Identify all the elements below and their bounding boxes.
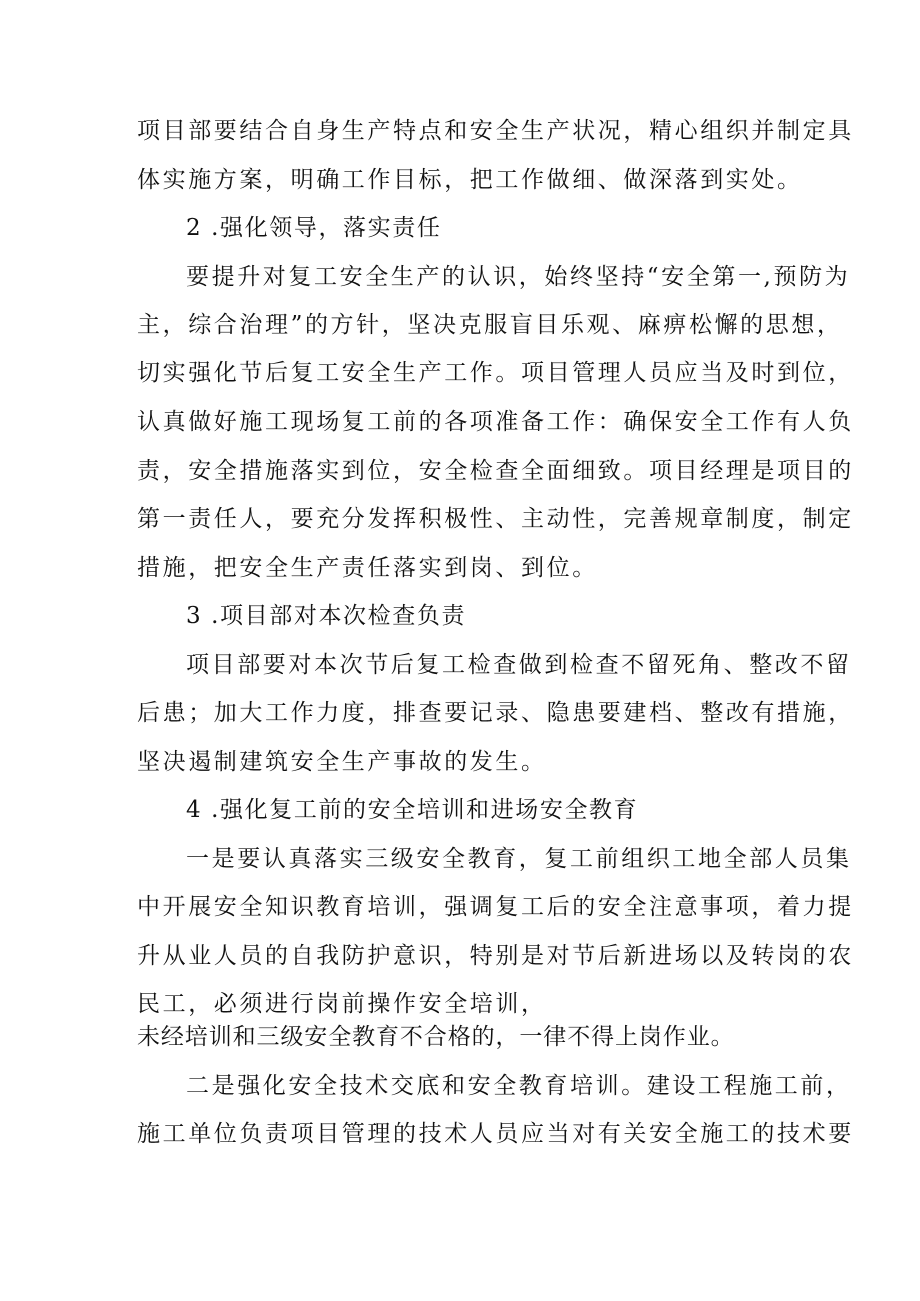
section-heading-2: 2 .强化领导，落实责任 (186, 215, 442, 241)
section-heading-4: 4 .强化复工前的安全培训和进场安全教育 (186, 797, 639, 823)
paragraph-line: 要提升对复工安全生产的认识，始终坚持“安全第一,预防为 (186, 264, 851, 290)
paragraph-line: 一是要认真落实三级安全教育，复工前组织工地全部人员集 (186, 846, 852, 872)
paragraph-line: 责，安全措施落实到位，安全检查全面细致。项目经理是项目的 (137, 458, 854, 484)
paragraph-line: 第一责任人，要充分发挥积极性、主动性，完善规章制度，制定 (137, 506, 854, 532)
paragraph-line: 项目部要结合自身生产特点和安全生产状况，精心组织并制定具 (137, 118, 854, 144)
paragraph-line: 切实强化节后复工安全生产工作。项目管理人员应当及时到位， (137, 360, 854, 386)
paragraph-line: 措施，把安全生产责任落实到岗、到位。 (137, 555, 598, 581)
paragraph-line: 体实施方案，明确工作目标，把工作做细、做深落到实处。 (137, 167, 803, 193)
paragraph-line: 中开展安全知识教育培训，强调复工后的安全注意事项，着力提 (137, 894, 854, 920)
paragraph-line: 项目部要对本次节后复工检查做到检查不留死角、整改不留 (186, 652, 852, 678)
paragraph-line: 未经培训和三级安全教育不合格的，一律不得上岗作业。 (137, 1024, 735, 1050)
paragraph-line: 坚决遏制建筑安全生产事故的发生。 (137, 749, 547, 775)
paragraph-line: 主，综合治理”的方针，坚决克服盲目乐观、麻痹松懈的思想， (137, 312, 843, 338)
paragraph-line: 施工单位负责项目管理的技术人员应当对有关安全施工的技术要 (137, 1121, 854, 1147)
section-heading-3: 3 .项目部对本次检查负责 (186, 603, 467, 629)
paragraph-line: 认真做好施工现场复工前的各项准备工作：确保安全工作有人负 (137, 409, 854, 435)
paragraph-line: 升从业人员的自我防护意识，特别是对节后新进场以及转岗的农 (137, 943, 854, 969)
paragraph-line: 民工，必须进行岗前操作安全培训， (137, 991, 547, 1017)
paragraph-line: 后患；加大工作力度，排查要记录、隐患要建档、整改有措施， (137, 700, 854, 726)
paragraph-line: 二是强化安全技术交底和安全教育培训。建设工程施工前， (186, 1073, 852, 1099)
